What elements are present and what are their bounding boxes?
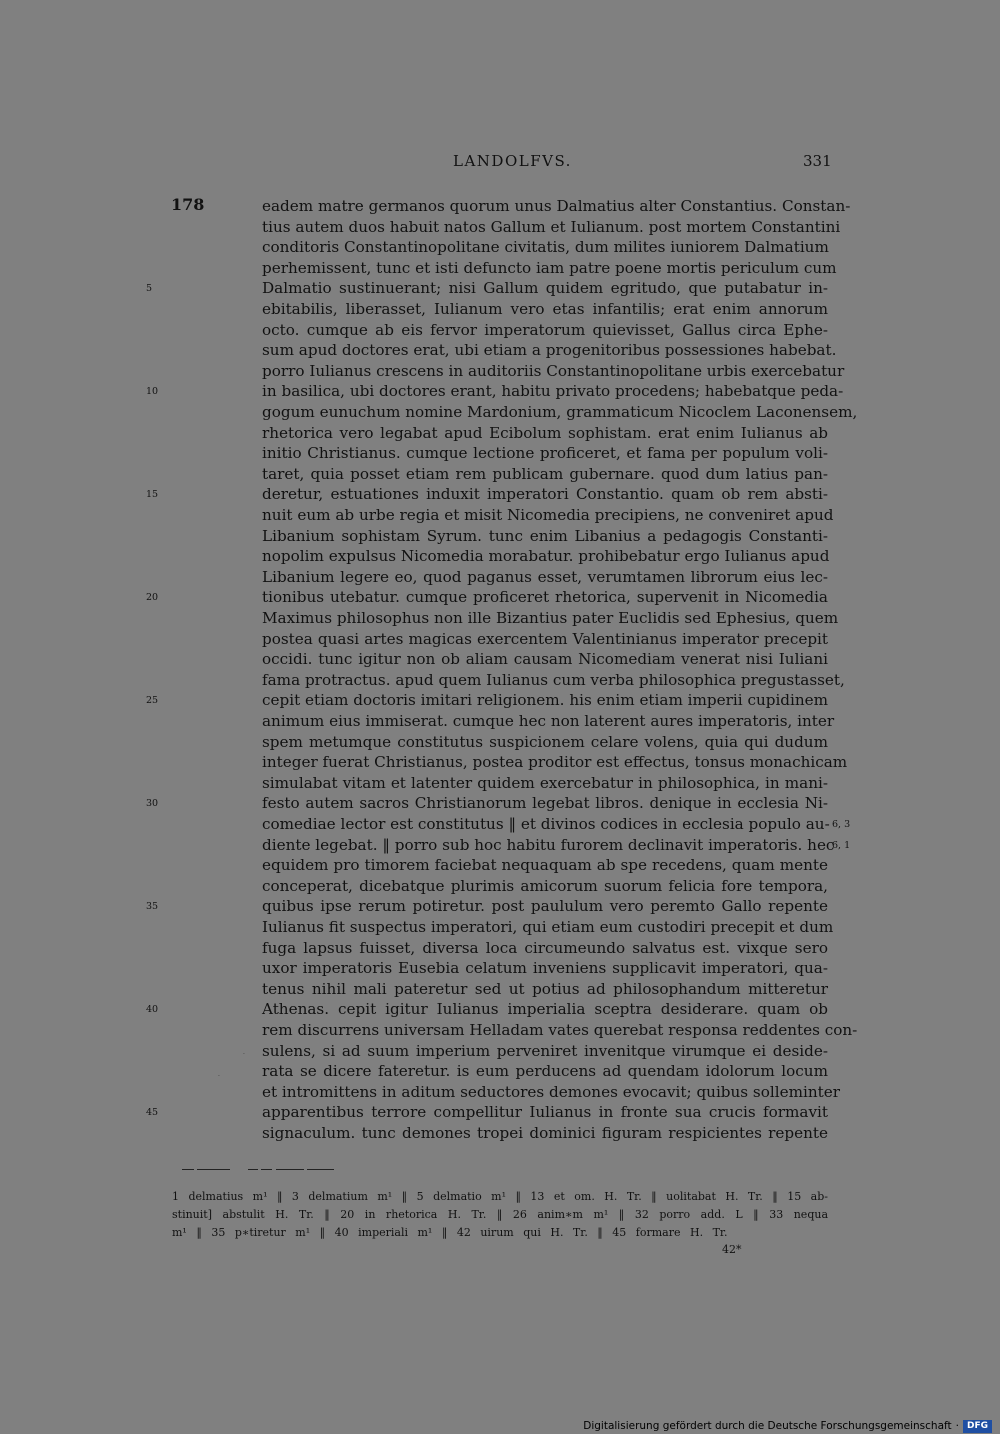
line-number: 15 bbox=[146, 489, 159, 501]
text-line: comediae lector est constitutus ‖ et divinos codices in ecclesia populo au- bbox=[262, 815, 830, 833]
text-line: tionibus utebatur. cumque proficeret rhetorica, supervenit in Nicomedia bbox=[262, 588, 828, 607]
text-line: diente legebat. ‖ porro sub hoc habitu furorem declinavit imperatoris. hec bbox=[262, 835, 835, 854]
text-line: initio Christianus. cumque lectione proficeret, et fama per populum voli- bbox=[262, 444, 828, 463]
text-line: fama protractus. apud quem Iulianus cum verba philosophica pregustasset, bbox=[262, 670, 845, 689]
text-line: tius autem duos habuit natos Gallum et Iulianum. post mortem Constantini bbox=[262, 217, 841, 236]
text-line: uxor imperatoris Eusebia celatum inveniens supplicavit imperatori, qua- bbox=[262, 959, 828, 978]
footnote-line: m¹ ‖ 35 p∗tiretur m¹ ‖ 40 imperiali m¹ ‖ 42 uirum qui H. Tr. ‖ 45 formare H. Tr. bbox=[172, 1226, 728, 1239]
text-line: eadem matre germanos quorum unus Dalmatius alter Constantius. Constan- bbox=[262, 197, 851, 215]
critical-apparatus bbox=[172, 1188, 828, 1242]
text-line: signaculum. tunc demones tropei dominici figuram respicientes repente bbox=[262, 1124, 828, 1142]
text-line: animum eius immiserat. cumque hec non laterent aures imperatoris, inter bbox=[262, 712, 835, 730]
text-line: deretur, estuationes induxit imperatori Constantio. quam ob rem absti- bbox=[262, 485, 828, 504]
text-line: Dalmatio sustinuerant; nisi Gallum quidem egritudo, que putabatur in- bbox=[262, 279, 828, 298]
page-number: 331 bbox=[803, 152, 832, 170]
text-line: porro Iulianus crescens in auditoriis Constantinopolitane urbis exercebatur bbox=[262, 361, 845, 380]
text-line: gogum eunuchum nomine Mardonium, grammaticum Nicoclem Laconensem, bbox=[262, 403, 858, 421]
text-line: rem discurrens universam Helladam vates querebat responsa reddentes con- bbox=[262, 1021, 858, 1039]
sheet-signature: 42* bbox=[722, 1243, 742, 1256]
text-line: Libanium legere eo, quod paganus esset, verumtamen librorum eius lec- bbox=[262, 567, 828, 586]
text-line: rata se dicere fateretur. is eum perducens ad quendam idolorum locum bbox=[262, 1062, 828, 1081]
text-line: festo autem sacros Christianorum legebat libros. denique in ecclesia Ni- bbox=[262, 794, 828, 813]
margin-reference: 6, 1 bbox=[832, 839, 851, 851]
line-number: 5 bbox=[146, 283, 153, 295]
text-line: rhetorica vero legabat apud Ecibolum sophistam. erat enim Iulianus ab bbox=[262, 423, 828, 442]
separator-dot: · bbox=[955, 1420, 959, 1432]
line-number: 30 bbox=[146, 798, 159, 810]
page-header bbox=[0, 152, 1000, 176]
text-line: postea quasi artes magicas exercentem Valentinianus imperator precepit bbox=[262, 629, 828, 648]
text-line: nuit eum ab urbe regia et misit Nicomedia precipiens, ne conveniret apud bbox=[262, 506, 834, 524]
margin-reference: 6, 3 bbox=[832, 819, 851, 830]
line-number: 40 bbox=[146, 1004, 159, 1016]
text-line: integer fuerat Christianus, postea proditor est effectus, tonsus monachicam bbox=[262, 753, 848, 772]
text-line: cepit etiam doctoris imitari religionem. his enim etiam imperii cupidinem bbox=[262, 691, 829, 710]
text-line: sulens, si ad suum imperium perveniret invenitque virumque ei deside- bbox=[262, 1041, 828, 1060]
text-line: equidem pro timorem faciebat nequaquam ab spe recedens, quam mente bbox=[262, 856, 828, 875]
dfg-logo: DFG bbox=[963, 1420, 992, 1433]
footnote-line: 1 delmatius m¹ ‖ 3 delmatium m¹ ‖ 5 delmatio m¹ ‖ 13 et om. H. Tr. ‖ uolitabat H. Tr. ‖ 15 ab- bbox=[172, 1190, 828, 1203]
sponsor-text: Digitalisierung gefördert durch die Deutsche Forschungsgemeinschaft bbox=[583, 1420, 952, 1432]
text-line: conceperat, dicebatque plurimis amicorum suorum felicia fore tempora, bbox=[262, 876, 828, 895]
footnote-line: stinuit] abstulit H. Tr. ‖ 20 in rhetorica H. Tr. ‖ 26 anim∗m m¹ ‖ 32 porro add. L ‖ 33 nequa bbox=[172, 1208, 828, 1221]
sponsor-bar bbox=[583, 1419, 992, 1433]
line-number: 35 bbox=[146, 901, 159, 913]
text-line: Athenas. cepit igitur Iulianus imperialia sceptra desiderare. quam ob bbox=[262, 1000, 828, 1019]
text-line: apparentibus terrore compellitur Iulianus in fronte sua crucis formavit bbox=[262, 1103, 828, 1122]
text-line: occidi. tunc igitur non ob aliam causam Nicomediam venerat nisi Iuliani bbox=[262, 650, 828, 669]
text-line: simulabat vitam et latenter quidem exercebatur in philosophica, in mani- bbox=[262, 773, 828, 792]
section-number: 178 bbox=[171, 195, 205, 214]
text-line: taret, quia posset etiam rem publicam gubernare. quod dum latius pan- bbox=[262, 464, 828, 483]
text-line: Libanium sophistam Syrum. tunc enim Libanius a pedagogis Constanti- bbox=[262, 526, 828, 545]
text-line: octo. cumque ab eis fervor imperatorum quievisset, Gallus circa Ephe- bbox=[262, 320, 828, 339]
text-line: in basilica, ubi doctores erant, habitu privato procedens; habebatque peda- bbox=[262, 382, 844, 401]
text-line: tenus nihil mali pateretur sed ut potius ad philosophandum mitteretur bbox=[262, 979, 828, 998]
text-line: fuga lapsus fuisset, diversa loca circumeundo salvatus est. vixque sero bbox=[262, 938, 828, 957]
line-number: 45 bbox=[146, 1107, 159, 1119]
stray-mark: · bbox=[218, 1073, 220, 1080]
text-line: Iulianus fit suspectus imperatori, qui etiam eum custodiri precepit et dum bbox=[262, 918, 834, 936]
running-title: LANDOLFVS. bbox=[453, 152, 572, 170]
text-line: spem metumque constitutus suspicionem celare volens, quia qui dudum bbox=[262, 732, 828, 751]
line-number: 25 bbox=[146, 695, 159, 707]
text-line: quibus ipse rerum potiretur. post paululum vero peremto Gallo repente bbox=[262, 897, 828, 916]
text-line: nopolim expulsus Nicomedia morabatur. prohibebatur ergo Iulianus apud bbox=[262, 547, 830, 566]
line-number: 20 bbox=[146, 592, 159, 604]
text-line: et intromittens in aditum seductores demones evocavit; quibus solleminter bbox=[262, 1082, 840, 1101]
text-line: conditoris Constantinopolitane civitatis, dum milites iuniorem Dalmatium bbox=[262, 238, 829, 257]
text-line: sum apud doctores erat, ubi etiam a progenitoribus possessiones habebat. bbox=[262, 341, 837, 360]
text-line: ebitabilis, liberasset, Iulianum vero etas infantilis; erat enim annorum bbox=[262, 300, 828, 318]
text-line: perhemissent, tunc et isti defuncto iam patre poene mortis periculum cum bbox=[262, 258, 837, 277]
stray-mark: · bbox=[243, 1051, 245, 1058]
text-line: Maximus philosophus non ille Bizantius pater Euclidis sed Ephesius, quem bbox=[262, 609, 839, 627]
line-number: 10 bbox=[146, 386, 159, 398]
